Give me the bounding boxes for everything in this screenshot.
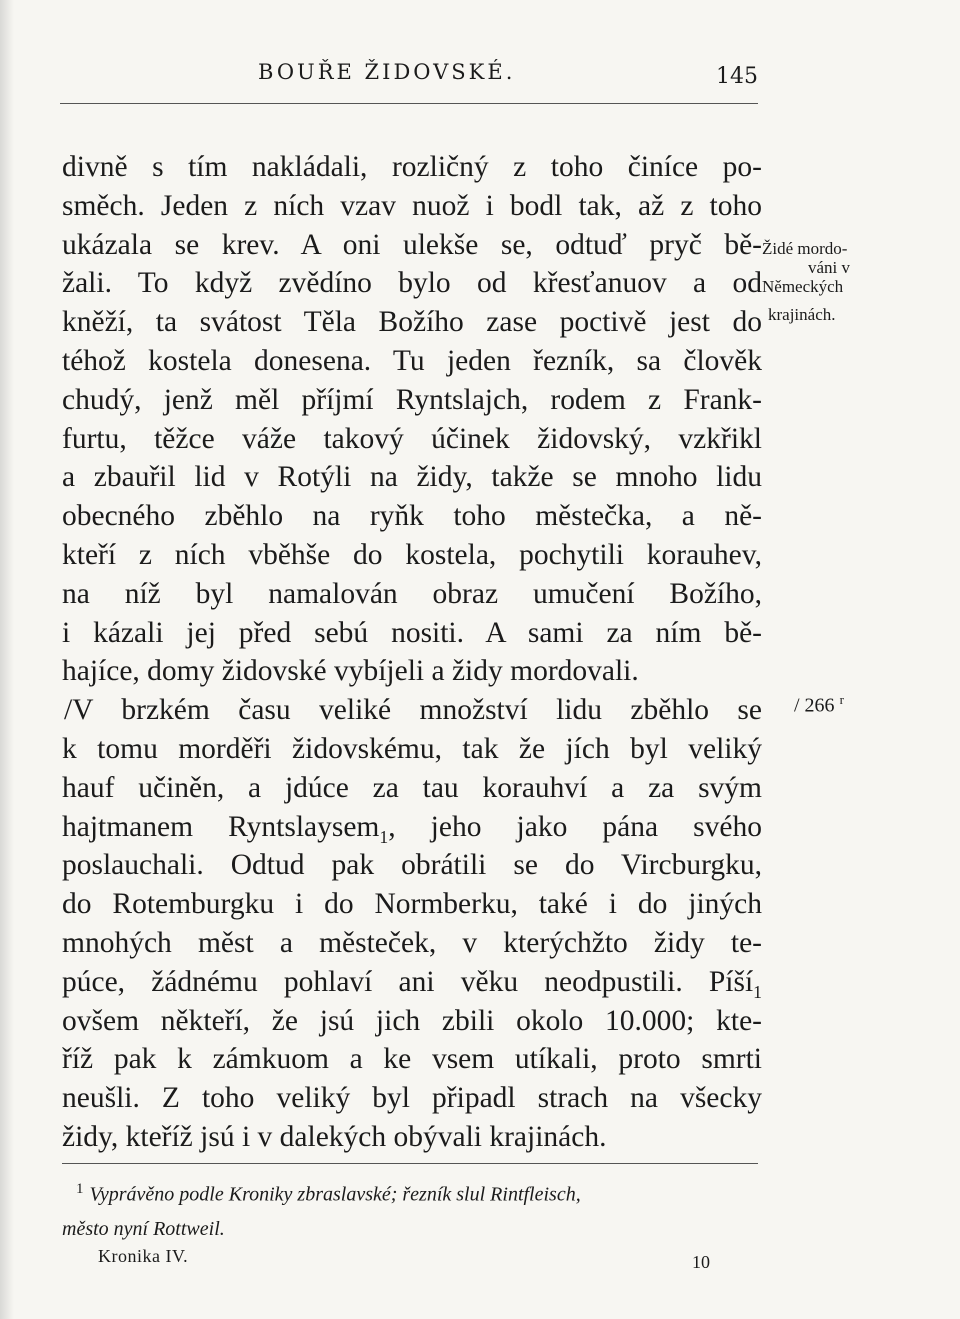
margin-note-line: Německých [762, 277, 844, 296]
text-line-with-note [62, 808, 762, 847]
page-number: 145 [716, 64, 758, 89]
text-line: chudý, jenž měl příjmí Ryntslajch, rodem z Frank- [62, 383, 762, 416]
text-line: a zbauřil lid v Rotýli na židy, takže se mnoho lidu [62, 461, 762, 494]
text-line: do Rotemburgku i do Normberku, také i do jiných [62, 888, 762, 921]
text-line: hauf učiněn, a jdúce za tau korauhví a za svým [62, 771, 762, 804]
text-line: /V brzkém času veliké množství lidu zběhlo se [64, 694, 762, 727]
folio-text: / 266 [794, 694, 835, 717]
text-line: ukázala se krev. A oni ulekše se, odtuď pryč bě- [62, 228, 762, 261]
footnote-line [62, 1172, 762, 1212]
text-line: kteří z ních vběhše do kostela, pochytili korauhev, [62, 538, 762, 571]
footnote-ref: 1 [753, 981, 762, 1002]
text-line: púce, žádnému pohlaví ani věku neodpustili. Píší$_1$ [62, 965, 762, 1002]
text-line: ovšem někteří, že jsú jich zbili okolo 10.000; kte- [62, 1004, 762, 1037]
text-segment: , jeho jako pána svého [388, 810, 762, 843]
footnote-text: Vyprávěno podle Kroniky zbraslavské; řezník slul Rintfleisch, [89, 1183, 581, 1206]
header-rule [60, 103, 758, 104]
main-text [62, 148, 762, 1157]
footnote-ref: 1 [379, 826, 389, 847]
text-line: obecného zběhlo na ryňk toho městečka, a ně- [62, 500, 762, 533]
folio-mark [794, 692, 844, 718]
text-line: říž pak k zámkuom a ke vsem utíkali, proto smrti [62, 1043, 762, 1076]
text-line: žali. To když zvědíno bylo od křesťanuov a od [62, 267, 762, 300]
margin-note-line: váni v [808, 258, 851, 277]
text-line: na níž byl namalován obraz umučení Božího, [62, 577, 762, 610]
text-line: židy, kteříž jsú i v dalekých obývali krajinách. [62, 1120, 607, 1153]
page-edge-shadow [0, 0, 14, 1319]
running-head: BOUŘE ŽIDOVSKÉ. [258, 60, 516, 84]
text-line: téhož kostela donesena. Tu jeden řezník, sa člověk [62, 344, 762, 377]
signature-mark: Kronika IV. [98, 1246, 189, 1266]
signature-number: 10 [692, 1252, 710, 1272]
margin-note [762, 236, 912, 327]
text-line: i kázali jej před sebú nositi. A sami za ním bě- [62, 616, 762, 649]
margin-note-line: krajinách. [768, 305, 836, 324]
text-line: k tomu morděři židovskému, tak že jích byl veliký [62, 732, 762, 765]
text-line: směch. Jeden z ních vzav nuož i bodl tak, až z toho [62, 189, 762, 222]
text-line: neušli. Z toho veliký byl připadl strach na všecky [62, 1082, 762, 1115]
footnote-line: město nyní Rottweil. [62, 1217, 225, 1240]
text-line: poslauchali. Odtud pak obrátili se do Vircburgku, [62, 849, 762, 882]
text-line: hajíce, domy židovské vybíjeli a židy mordovali. [62, 655, 639, 688]
text-line: mnohých měst a městeček, v kterýchžto židy te- [62, 926, 762, 959]
text-line: divně s tím nakládali, rozličný z toho činíce po- [62, 151, 762, 183]
footnote-rule [62, 1163, 758, 1164]
text-line: kněží, ta svátost Těla Božího zase poctivě jest do [62, 306, 762, 339]
text-line: furtu, těžce váže takový účinek židovský, vzkřikl [62, 422, 762, 455]
footnote [62, 1172, 762, 1246]
folio-sup: r [839, 692, 844, 707]
margin-note-line: Židé mordo- [762, 239, 848, 258]
text-segment: hajtmanem Ryntslaysem [62, 810, 380, 843]
footnote-number: 1 [76, 1181, 84, 1197]
